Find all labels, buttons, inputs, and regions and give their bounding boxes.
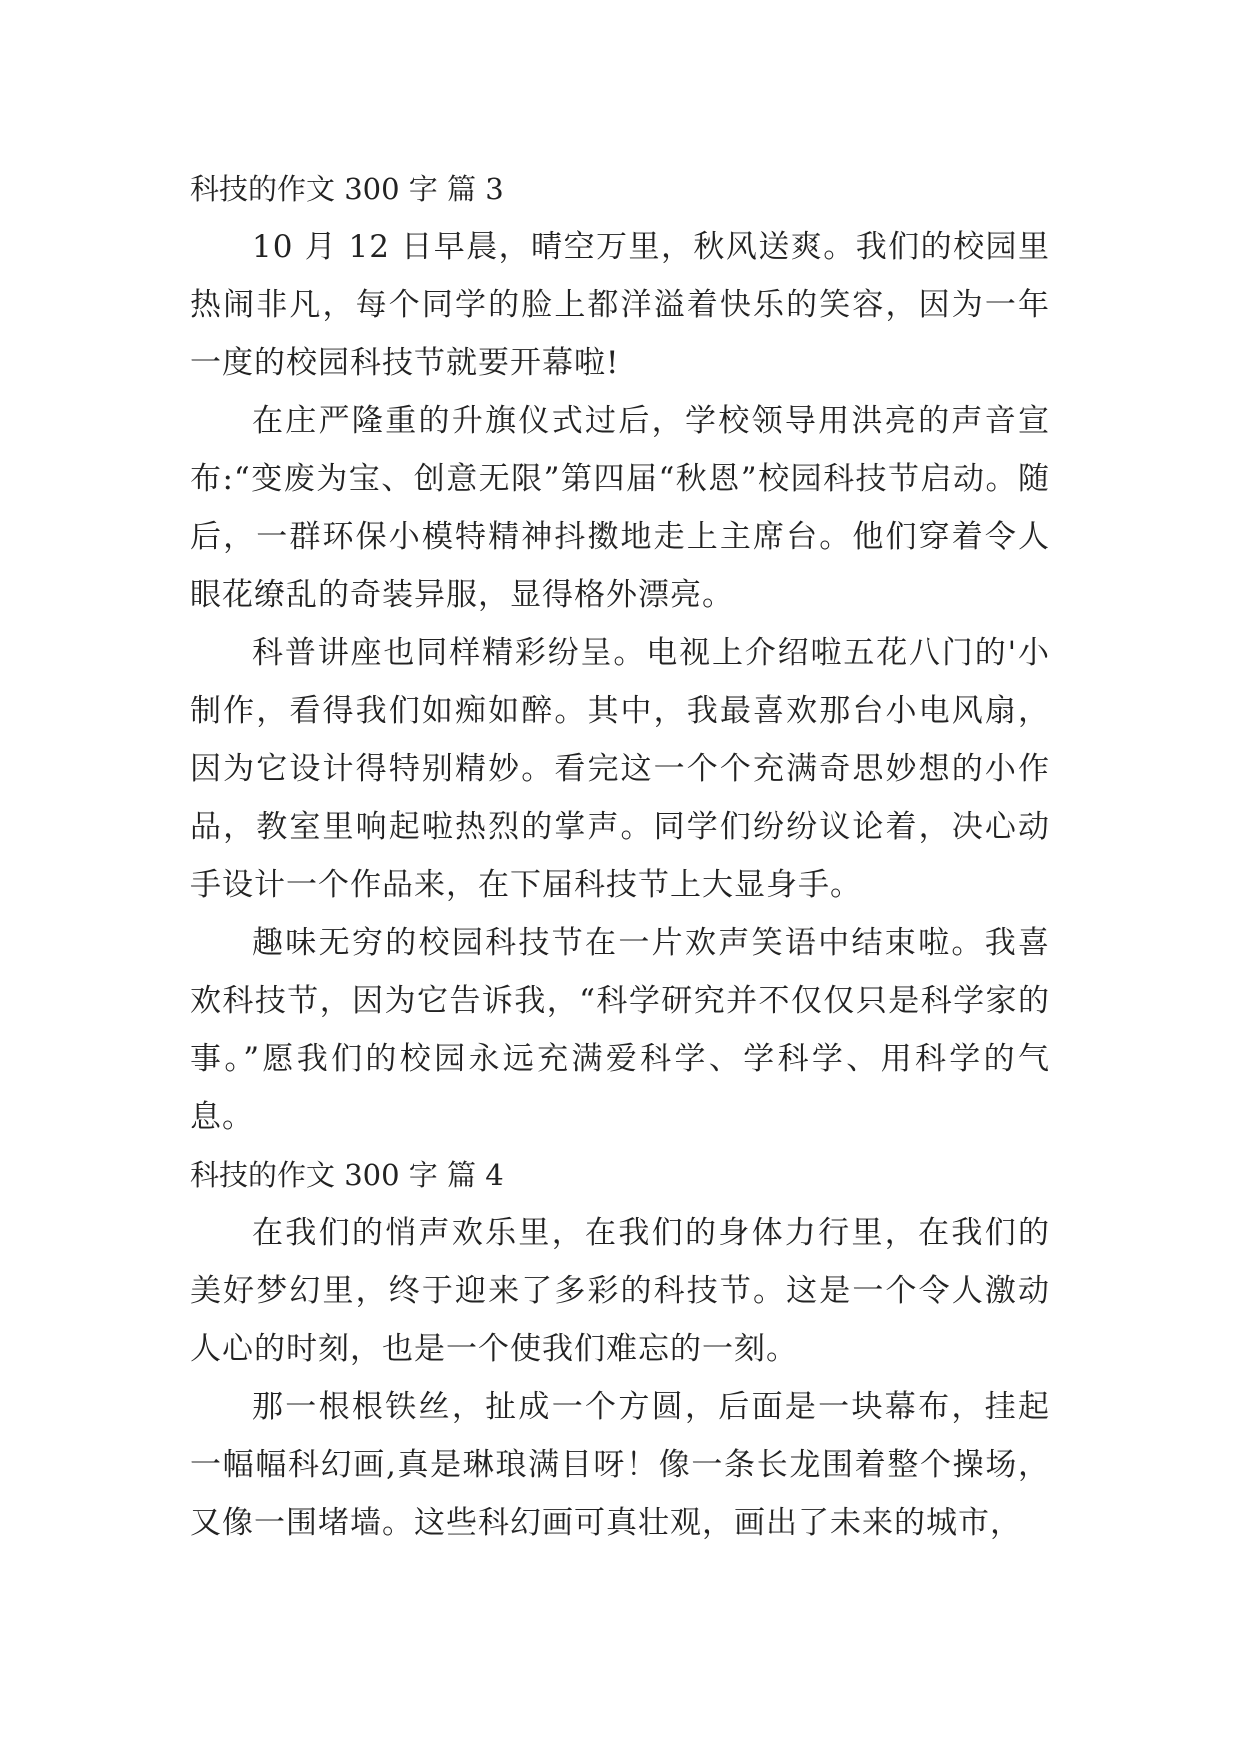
section-heading: 科技的作文 300 字 篇 3 — [190, 172, 504, 206]
section-4 — [190, 1146, 1050, 1552]
paragraph: 在我们的悄声欢乐里，在我们的身体力行里，在我们的美好梦幻里，终于迎来了多彩的科技节。这是一个令人激动人心的时刻，也是一个使我们难忘的一刻。 — [190, 1215, 1050, 1367]
paragraph: 在庄严隆重的升旗仪式过后，学校领导用洪亮的声音宣布:“变废为宝、创意无限”第四届“秋恩”校园科技节启动。随后，一群环保小模特精神抖擞地走上主席台。他们穿着令人眼花缭乱的奇装异服，显得格外漂亮。 — [190, 403, 1050, 613]
paragraph: 科普讲座也同样精彩纷呈。电视上介绍啦五花八门的'小制作，看得我们如痴如醉。其中，我最喜欢那台小电风扇，因为它设计得特别精妙。看完这一个个充满奇思妙想的小作品，教室里响起啦热烈的掌声。同学们纷纷议论着，决心动手设计一个作品来，在下届科技节上大显身手。 — [190, 635, 1050, 903]
paragraph: 趣味无穷的校园科技节在一片欢声笑语中结束啦。我喜欢科技节，因为它告诉我，“科学研究并不仅仅只是科学家的事。”愿我们的校园永远充满爱科学、学科学、用科学的气息。 — [190, 925, 1050, 1135]
paragraph: 10 月 12 日早晨，晴空万里，秋风送爽。我们的校园里热闹非凡，每个同学的脸上都洋溢着快乐的笑容，因为一年一度的校园科技节就要开幕啦! — [190, 229, 1050, 381]
section-3 — [190, 160, 1050, 1146]
paragraph: 那一根根铁丝，扯成一个方圆，后面是一块幕布，挂起一幅幅科幻画,真是琳琅满目呀！像一条长龙围着整个操场，又像一围堵墙。这些科幻画可真壮观，画出了未来的城市， — [190, 1389, 1050, 1541]
document-body — [190, 160, 1050, 1552]
section-heading: 科技的作文 300 字 篇 4 — [190, 1158, 504, 1192]
